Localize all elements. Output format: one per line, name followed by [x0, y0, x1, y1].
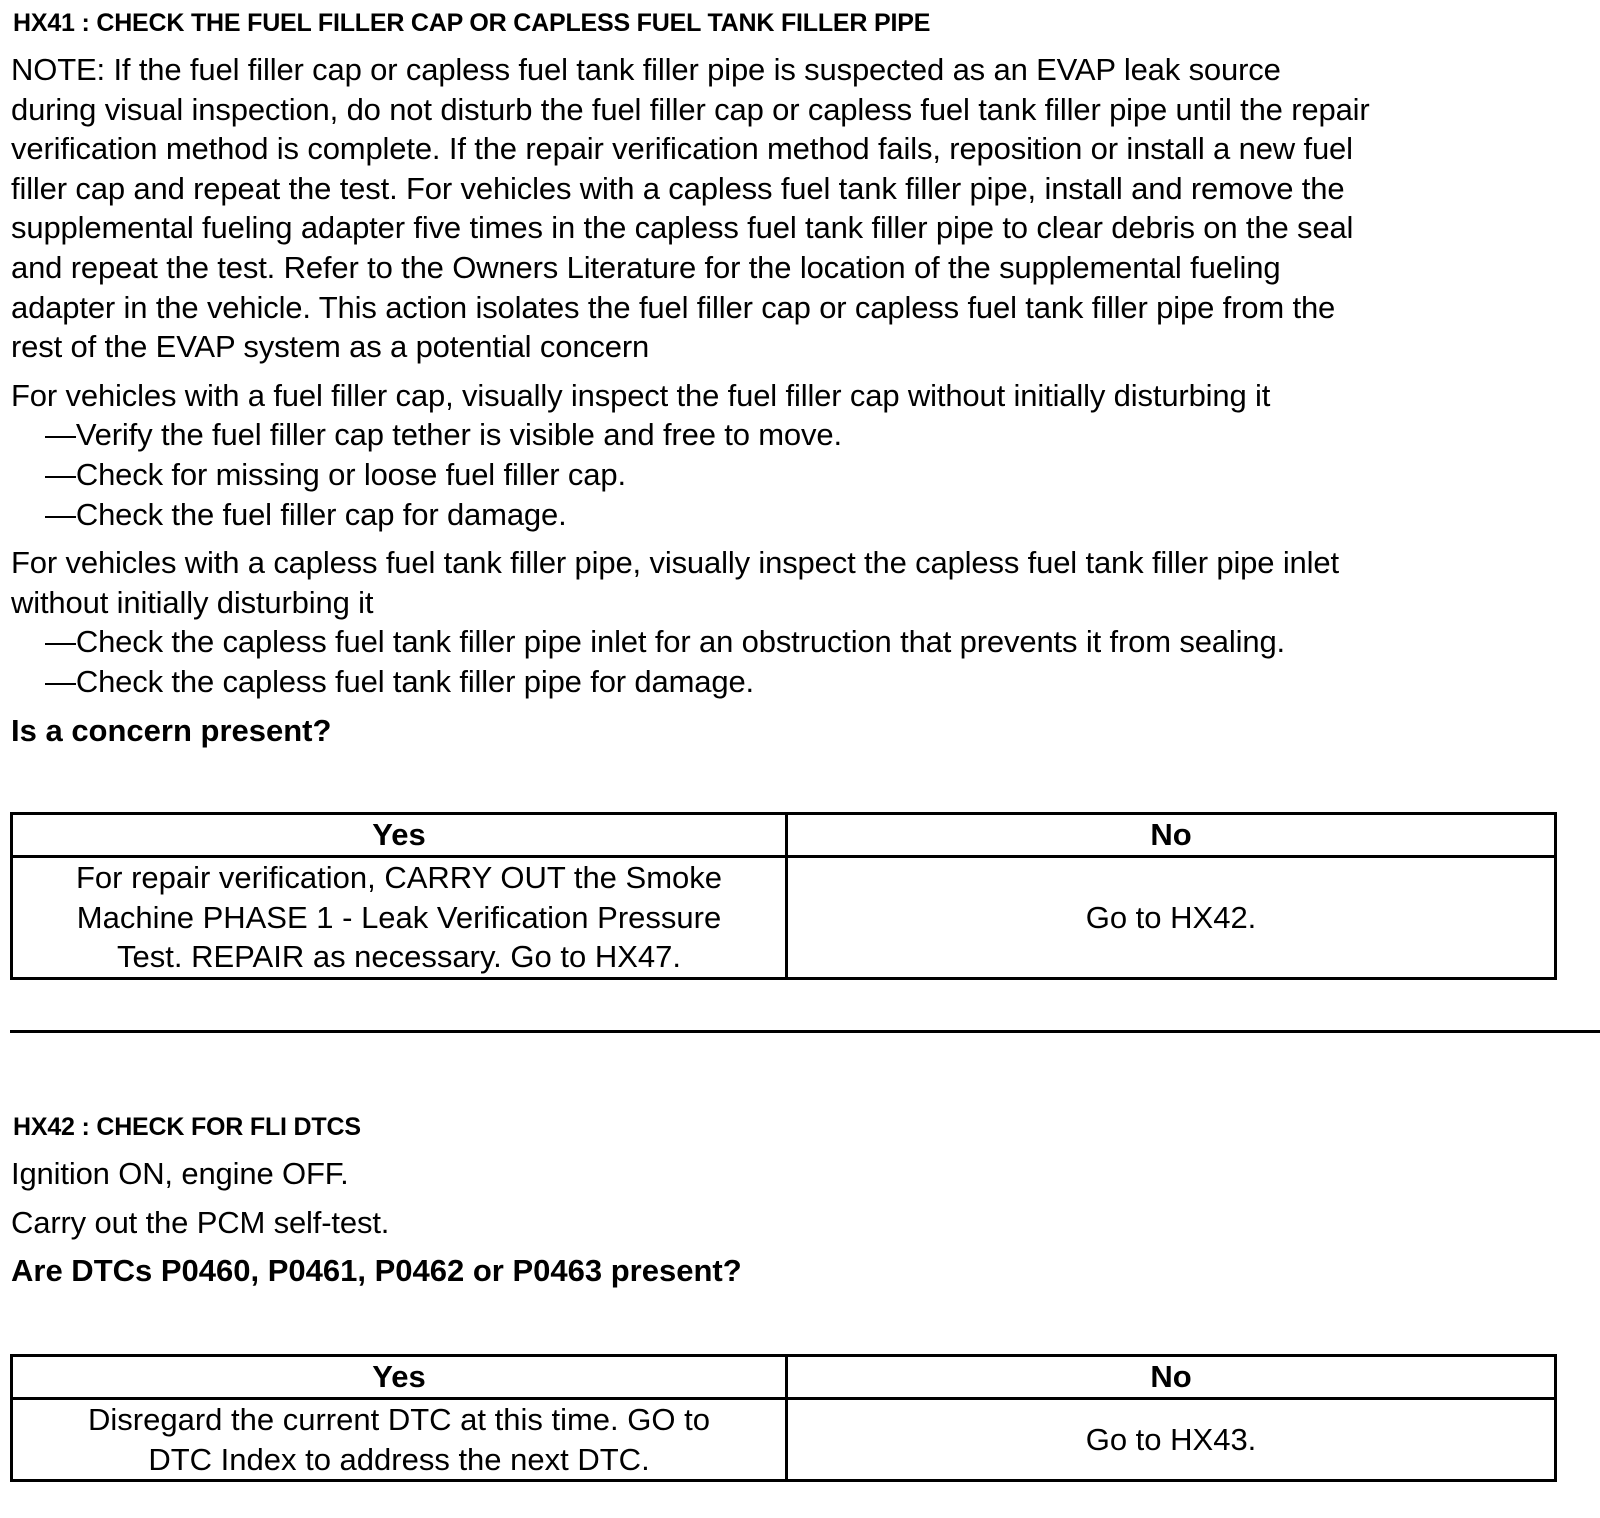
note-line: supplemental fueling adapter five times in the capless fuel tank filler pipe to clear debris on the seal [11, 210, 1354, 246]
yes-cell-line: For repair verification, CARRY OUT the Smoke [75, 860, 723, 895]
list-item: —Verify the fuel filler cap tether is visible and free to move. [45, 417, 842, 453]
no-header: No [787, 814, 1556, 857]
yes-cell-line: Machine PHASE 1 - Leak Verification Pressure [76, 899, 722, 935]
no-cell: Go to HX43. [787, 1399, 1556, 1481]
yes-cell-line: Disregard the current DTC at this time. GO to [88, 1402, 710, 1437]
cap-intro: For vehicles with a fuel filler cap, visually inspect the fuel filler cap without initially disturbing it [11, 377, 1271, 413]
yes-cell-line: DTC Index to address the next DTC. [148, 1441, 650, 1477]
result-table-hx42 [10, 1354, 1557, 1482]
instruction-line: Ignition ON, engine OFF. [11, 1156, 349, 1191]
table-row [12, 857, 1556, 979]
result-table-hx41 [10, 812, 1557, 980]
step-hx42 [11, 1108, 1600, 1291]
yes-cell [12, 857, 787, 979]
yes-cell-line: Test. REPAIR as necessary. Go to HX47. [117, 939, 681, 975]
table-header-row [12, 814, 1556, 857]
step-question: Are DTCs P0460, P0461, P0462 or P0463 present? [11, 1253, 742, 1289]
capless-check-list [11, 622, 1600, 701]
note-line: NOTE: If the fuel filler cap or capless fuel tank filler pipe is suspected as an EVAP leak source [11, 52, 1281, 87]
list-item: —Check the capless fuel tank filler pipe inlet for an obstruction that prevents it from sealing. [45, 624, 1286, 660]
list-item: —Check for missing or loose fuel filler cap. [45, 456, 626, 492]
no-cell: Go to HX42. [787, 857, 1556, 979]
note-line: verification method is complete. If the repair verification method fails, reposition or install a new fuel [11, 131, 1353, 167]
capless-intro-line: without initially disturbing it [11, 584, 374, 620]
step-title: HX41 : CHECK THE FUEL FILLER CAP OR CAPLESS FUEL TANK FILLER PIPE [13, 9, 931, 37]
yes-header: Yes [12, 1356, 787, 1399]
note-line: filler cap and repeat the test. For vehicles with a capless fuel tank filler pipe, install and remove the [11, 170, 1345, 206]
no-header: No [787, 1356, 1556, 1399]
yes-header: Yes [12, 814, 787, 857]
section-divider [10, 1030, 1600, 1033]
step-hx41 [11, 4, 1600, 751]
note-line: adapter in the vehicle. This action isolates the fuel filler cap or capless fuel tank filler pipe from the [11, 289, 1336, 325]
cap-check-list [11, 415, 1600, 534]
table-row [12, 1399, 1556, 1481]
step-question: Is a concern present? [11, 712, 332, 748]
note-line: during visual inspection, do not disturb the fuel filler cap or capless fuel tank filler pipe until the repair [11, 91, 1370, 127]
note-block [11, 50, 1600, 367]
step-title: HX42 : CHECK FOR FLI DTCS [13, 1113, 361, 1141]
table-header-row [12, 1356, 1556, 1399]
note-line: rest of the EVAP system as a potential concern [11, 329, 650, 365]
capless-intro-line: For vehicles with a capless fuel tank filler pipe, visually inspect the capless fuel tank filler pipe inlet [11, 545, 1339, 581]
list-item: —Check the fuel filler cap for damage. [45, 496, 567, 532]
note-line: and repeat the test. Refer to the Owners Literature for the location of the supplemental fueling [11, 249, 1281, 285]
yes-cell [12, 1399, 787, 1481]
instruction-line: Carry out the PCM self-test. [11, 1204, 390, 1240]
list-item: —Check the capless fuel tank filler pipe for damage. [45, 663, 755, 699]
